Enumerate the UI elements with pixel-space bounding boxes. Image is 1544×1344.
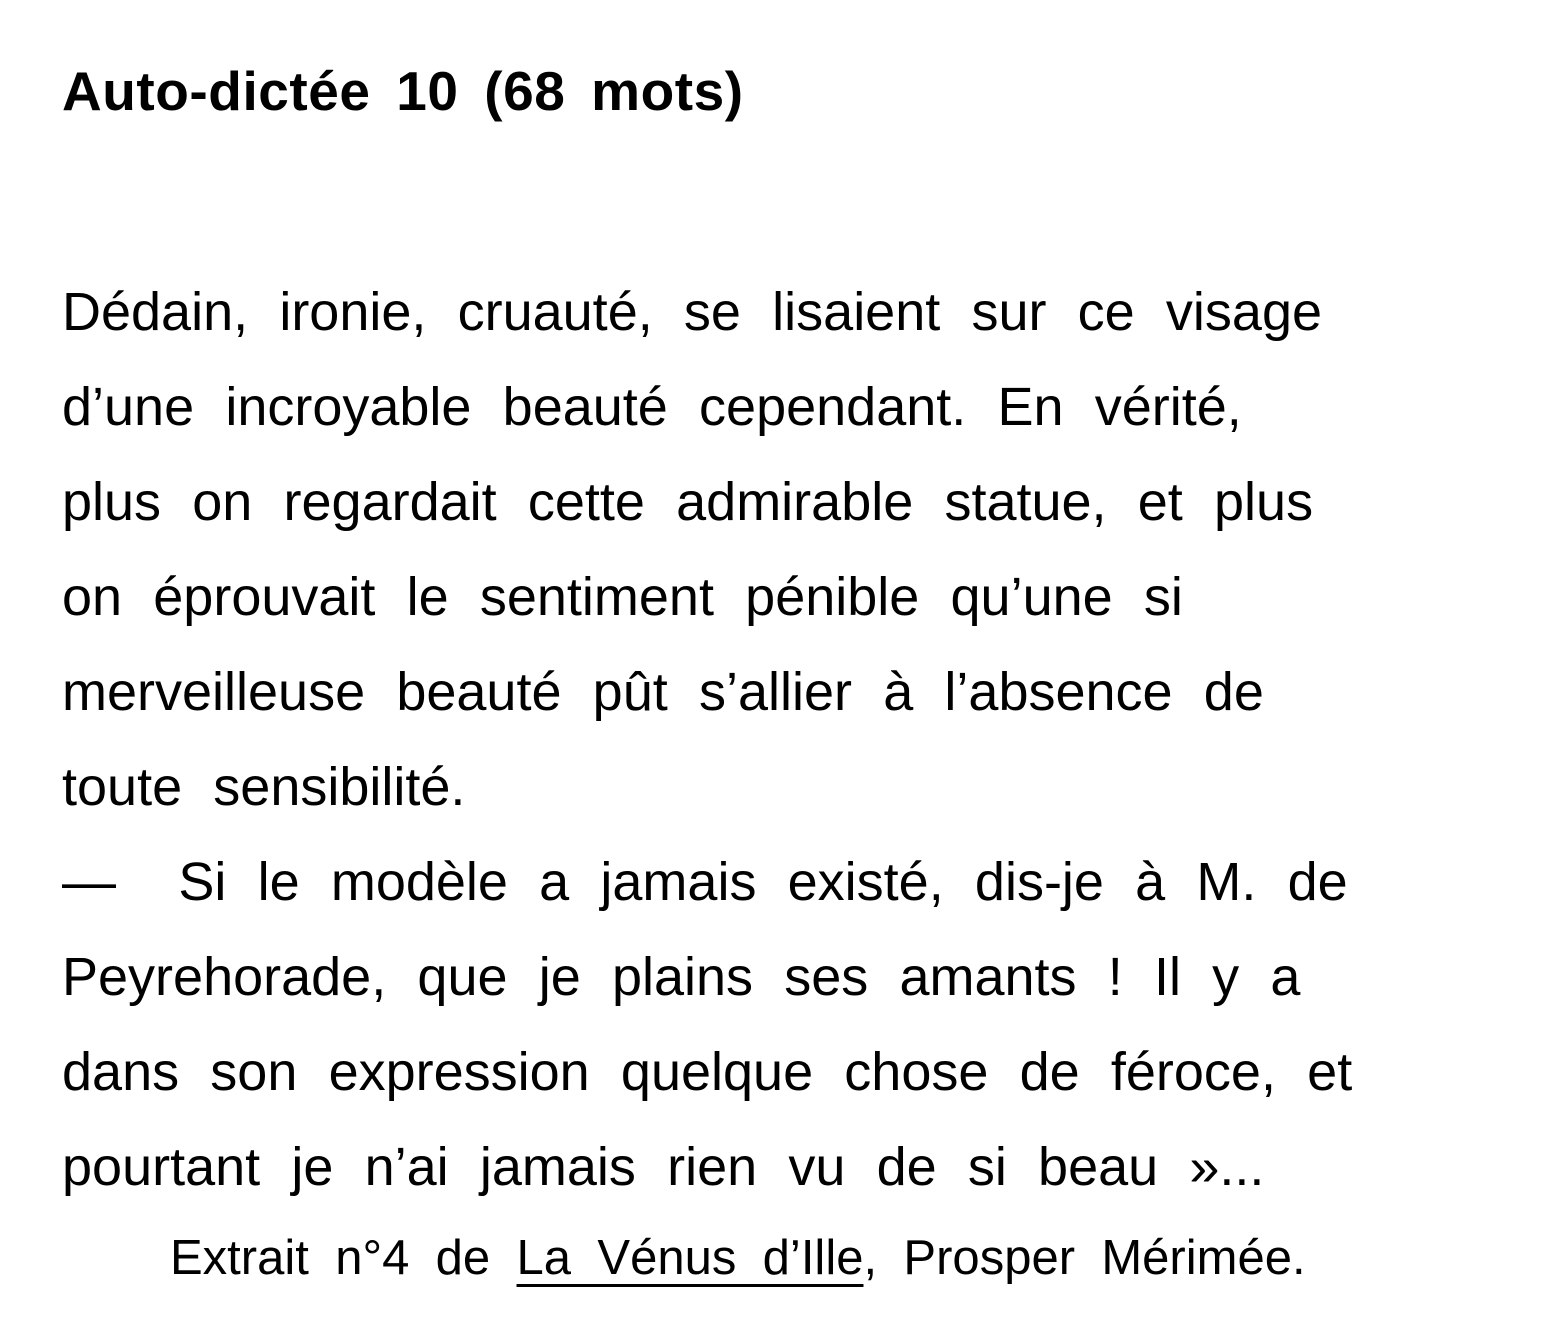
text-line: d’une incroyable beauté cependant. En vérité,: [62, 377, 1242, 437]
citation-work-title: La Vénus d’Ille: [516, 1231, 864, 1285]
citation-suffix: , Prosper Mérimée.: [863, 1231, 1306, 1285]
text-line: plus on regardait cette admirable statue, et plus: [62, 472, 1314, 532]
text-line: pourtant je n’ai jamais rien vu de si beau »...: [62, 1137, 1265, 1197]
document-title: Auto-dictée 10 (68 mots): [62, 60, 744, 122]
citation-line: [62, 1217, 1508, 1299]
text-line: — Si le modèle a jamais existé, dis-je à M. de: [62, 852, 1348, 912]
text-line: toute sensibilité.: [62, 757, 466, 817]
dictation-body: [62, 265, 1508, 1215]
text-line: merveilleuse beauté pût s’allier à l’absence de: [62, 662, 1264, 722]
text-line: Peyrehorade, que je plains ses amants ! Il y a: [62, 947, 1301, 1007]
text-line: Dédain, ironie, cruauté, se lisaient sur ce visage: [62, 282, 1323, 342]
citation-prefix: Extrait n°4 de: [170, 1231, 517, 1285]
text-line: on éprouvait le sentiment pénible qu’une si: [62, 567, 1183, 627]
text-line: dans son expression quelque chose de féroce, et: [62, 1042, 1353, 1102]
